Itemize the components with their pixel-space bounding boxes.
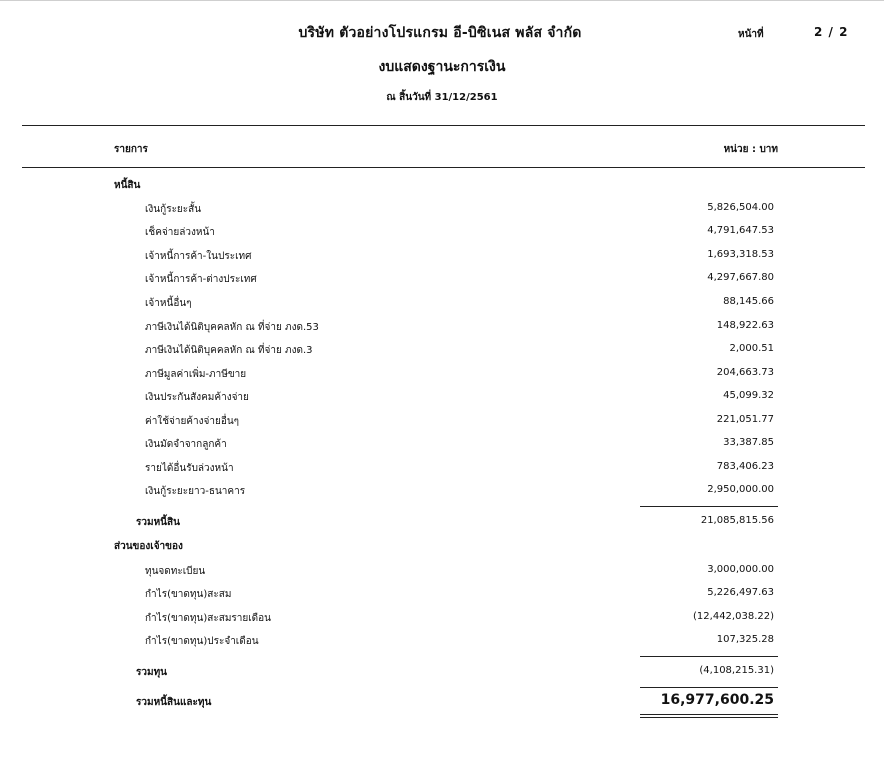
row-amount: 148,922.63 bbox=[716, 320, 774, 331]
grand-total-amount: 16,977,600.25 bbox=[660, 692, 774, 708]
table-row bbox=[0, 316, 884, 338]
table-row bbox=[0, 198, 884, 220]
section-heading: หนี้สิน bbox=[114, 180, 141, 191]
row-label: ภาษีเงินได้นิติบุคคลหัก ณ ที่จ่าย ภงด.3 bbox=[145, 345, 313, 356]
column-header-item: รายการ bbox=[114, 144, 148, 155]
row-label: เงินกู้ระยะสั้น bbox=[145, 204, 202, 215]
table-row bbox=[0, 457, 884, 479]
table-row bbox=[0, 268, 884, 290]
row-label: เงินกู้ระยะยาว-ธนาคาร bbox=[145, 486, 246, 497]
row-label: ภาษีเงินได้นิติบุคคลหัก ณ ที่จ่าย ภงด.53 bbox=[145, 322, 319, 333]
table-row bbox=[0, 245, 884, 267]
row-amount: 5,826,504.00 bbox=[707, 202, 774, 213]
row-amount: 2,000.51 bbox=[729, 343, 774, 354]
row-amount: 4,791,647.53 bbox=[707, 225, 774, 236]
row-label: กำไร(ขาดทุน)สะสม bbox=[145, 589, 232, 600]
row-amount: 4,297,667.80 bbox=[707, 272, 774, 283]
subtotal-rule bbox=[640, 506, 778, 507]
grand-total-top-rule bbox=[640, 687, 778, 688]
row-label: เจ้าหนี้การค้า-ต่างประเทศ bbox=[145, 274, 257, 285]
table-row bbox=[0, 363, 884, 385]
total-label: รวมทุน bbox=[136, 667, 168, 678]
table-row bbox=[0, 583, 884, 605]
row-label: เงินประกันสังคมค้างจ่าย bbox=[145, 392, 249, 403]
row-amount: 221,051.77 bbox=[716, 414, 774, 425]
table-row bbox=[0, 292, 884, 314]
row-amount: 33,387.85 bbox=[723, 437, 774, 448]
section-liabilities bbox=[0, 174, 884, 196]
total-amount: (4,108,215.31) bbox=[699, 665, 774, 676]
total-amount: 21,085,815.56 bbox=[700, 515, 774, 526]
grand-total-double-rule-1 bbox=[640, 714, 778, 715]
row-label: เช็คจ่ายล่วงหน้า bbox=[145, 227, 215, 238]
table-row bbox=[0, 607, 884, 629]
row-amount: 204,663.73 bbox=[716, 367, 774, 378]
row-label: เจ้าหนี้การค้า-ในประเทศ bbox=[145, 251, 252, 262]
report-title: งบแสดงฐานะการเงิน bbox=[378, 59, 506, 75]
page-number: 2 / 2 bbox=[814, 25, 849, 39]
table-row bbox=[0, 630, 884, 652]
table-row bbox=[0, 433, 884, 455]
row-amount: (12,442,038.22) bbox=[693, 611, 774, 622]
row-label: กำไร(ขาดทุน)สะสมรายเดือน bbox=[145, 613, 272, 624]
row-amount: 1,693,318.53 bbox=[707, 249, 774, 260]
total-label: รวมหนี้สิน bbox=[136, 517, 180, 528]
grand-total-row bbox=[0, 691, 884, 713]
row-amount: 2,950,000.00 bbox=[707, 484, 774, 495]
report-date: ณ สิ้นวันที่ 31/12/2561 bbox=[386, 92, 498, 103]
row-label: กำไร(ขาดทุน)ประจำเดือน bbox=[145, 636, 259, 647]
row-amount: 88,145.66 bbox=[723, 296, 774, 307]
table-row bbox=[0, 560, 884, 582]
column-header-unit: หน่วย : บาท bbox=[723, 144, 778, 155]
table-row bbox=[0, 386, 884, 408]
row-label: ค่าใช้จ่ายค้างจ่ายอื่นๆ bbox=[145, 416, 240, 427]
table-row bbox=[0, 410, 884, 432]
total-equity-row bbox=[0, 661, 884, 683]
table-row bbox=[0, 221, 884, 243]
header-bottom-rule bbox=[22, 167, 865, 168]
header-top-rule bbox=[22, 125, 865, 126]
row-amount: 107,325.28 bbox=[716, 634, 774, 645]
row-amount: 5,226,497.63 bbox=[707, 587, 774, 598]
row-label: เงินมัดจำจากลูกค้า bbox=[145, 439, 227, 450]
row-label: ทุนจดทะเบียน bbox=[145, 566, 206, 577]
subtotal-rule bbox=[640, 656, 778, 657]
top-border bbox=[0, 0, 884, 1]
grand-total-label: รวมหนี้สินและทุน bbox=[136, 697, 212, 708]
row-amount: 3,000,000.00 bbox=[707, 564, 774, 575]
table-row bbox=[0, 480, 884, 502]
section-heading: ส่วนของเจ้าของ bbox=[114, 541, 183, 552]
section-equity bbox=[0, 535, 884, 557]
row-amount: 45,099.32 bbox=[723, 390, 774, 401]
row-label: เจ้าหนี้อื่นๆ bbox=[145, 298, 192, 309]
row-label: รายได้อื่นรับล่วงหน้า bbox=[145, 463, 234, 474]
company-name: บริษัท ตัวอย่างโปรแกรม อี-บิซิเนส พลัส จำกัด bbox=[298, 25, 582, 41]
table-row bbox=[0, 339, 884, 361]
row-label: ภาษีมูลค่าเพิ่ม-ภาษีขาย bbox=[145, 369, 247, 380]
page-label: หน้าที่ bbox=[738, 29, 764, 40]
grand-total-double-rule-2 bbox=[640, 717, 778, 718]
total-liabilities-row bbox=[0, 511, 884, 533]
row-amount: 783,406.23 bbox=[716, 461, 774, 472]
